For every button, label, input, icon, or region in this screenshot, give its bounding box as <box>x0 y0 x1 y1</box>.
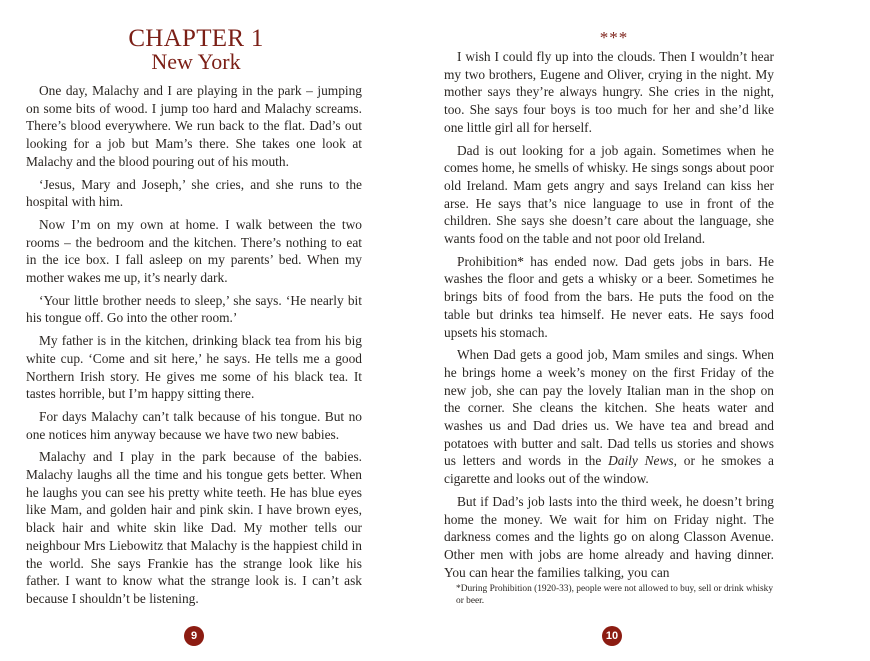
chapter-title: CHAPTER 1 <box>128 25 264 52</box>
paragraph: Dad is out looking for a job again. Sometimes when he comes home, he smells of whisky. He sings songs about poor old Ireland. Mam gets angry and says Ireland can kiss her arse. He says that’s nice language to use in front of the children. She says she doesn’t care about the language, she wants food on the table and not poor old Ireland. <box>444 142 774 247</box>
right-page-body <box>444 48 774 586</box>
newspaper-title: Daily News <box>608 453 674 469</box>
page-number-badge: 10 <box>602 626 622 646</box>
scene-break: *** <box>599 28 629 47</box>
paragraph-text: When Dad gets a good job, Mam smiles and sings. When he brings home a week’s money on the first Friday of the new job, she can pay the lovely Italian man in the shop on the corner. She cleans the kitchen. She heats water and washes us and Dad dries us. We have tea and bread and potatoes with butter and salt. Dad tells us stories and shows us letters and words in the <box>444 347 774 469</box>
paragraph: ‘Your little brother needs to sleep,’ she says. ‘He nearly bit his tongue off. Go into the other room.’ <box>26 292 362 326</box>
paragraph: Malachy and I play in the park because of the babies. Malachy laughs all the time and his tongue gets better. When he laughs you can see his pretty white teeth. He has blue eyes like Mam, and golden hair and pink skin. I have brown eyes, black hair and white skin like Dad. My mother tells our neighbour Mrs Liebowitz that Malachy is the happiest child in the world. She says Frankie has the strange look like his father. I want to know what the strange look is. I can’t ask because I shouldn’t be listening. <box>26 449 362 606</box>
paragraph: My father is in the kitchen, drinking black tea from his big white cup. ‘Come and sit here,’ he says. He tells me a good Northern Irish story. He gives me some of his black tea. It tastes horrible, but I’m happy sitting there. <box>26 333 362 402</box>
paragraph: I wish I could fly up into the clouds. Then I wouldn’t hear my two brothers, Eugene and Oliver, crying in the night. My mother says they’re always hungry. She cries in the night, too. She says four boys is too much for her and she’d like one little girl all for herself. <box>444 49 774 135</box>
left-page <box>26 0 362 661</box>
paragraph <box>444 346 774 488</box>
paragraph-text: , or he smokes a cigarette and looks out of the window. <box>444 453 774 487</box>
chapter-subtitle: New York <box>151 49 241 74</box>
paragraph: One day, Malachy and I are playing in the park – jumping on some bits of wood. I jump too hard and Malachy screams. There’s blood everywhere. We run back to the flat. Dad’s out looking for a job but Mam’s there. She takes one look at Malachy and the blood pouring out of his mouth. <box>26 83 362 169</box>
paragraph: But if Dad’s job lasts into the third week, he doesn’t bring home the money. We wait for him on Friday night. The darkness comes and the lights go on along Classon Avenue. Other men with jobs are home already and having dinner. You can hear the families talking, you can <box>444 493 774 580</box>
footnote: *During Prohibition (1920-33), people were not allowed to buy, sell or drink whisky or beer. <box>456 584 774 606</box>
paragraph: Now I’m on my own at home. I walk between the two rooms – the bedroom and the kitchen. There’s nothing to eat in the ice box. I fall asleep on my parents’ bed. When my mother wakes me up, it’s nearly dark. <box>26 216 362 286</box>
left-page-body <box>26 82 362 613</box>
page-number-badge: 9 <box>184 626 204 646</box>
paragraph: For days Malachy can’t talk because of his tongue. But no one notices him anyway because we have two new babies. <box>26 408 362 442</box>
paragraph: Prohibition* has ended now. Dad gets jobs in bars. He washes the floor and gets a whisky or a beer. Sometimes he brings bits of food from the bars. He puts the food on the table but drinks tea himself. He never eats. He says food upsets his stomach. <box>444 253 774 340</box>
right-page <box>444 0 774 661</box>
paragraph: ‘Jesus, Mary and Joseph,’ she cries, and she runs to the hospital with him. <box>26 176 362 210</box>
